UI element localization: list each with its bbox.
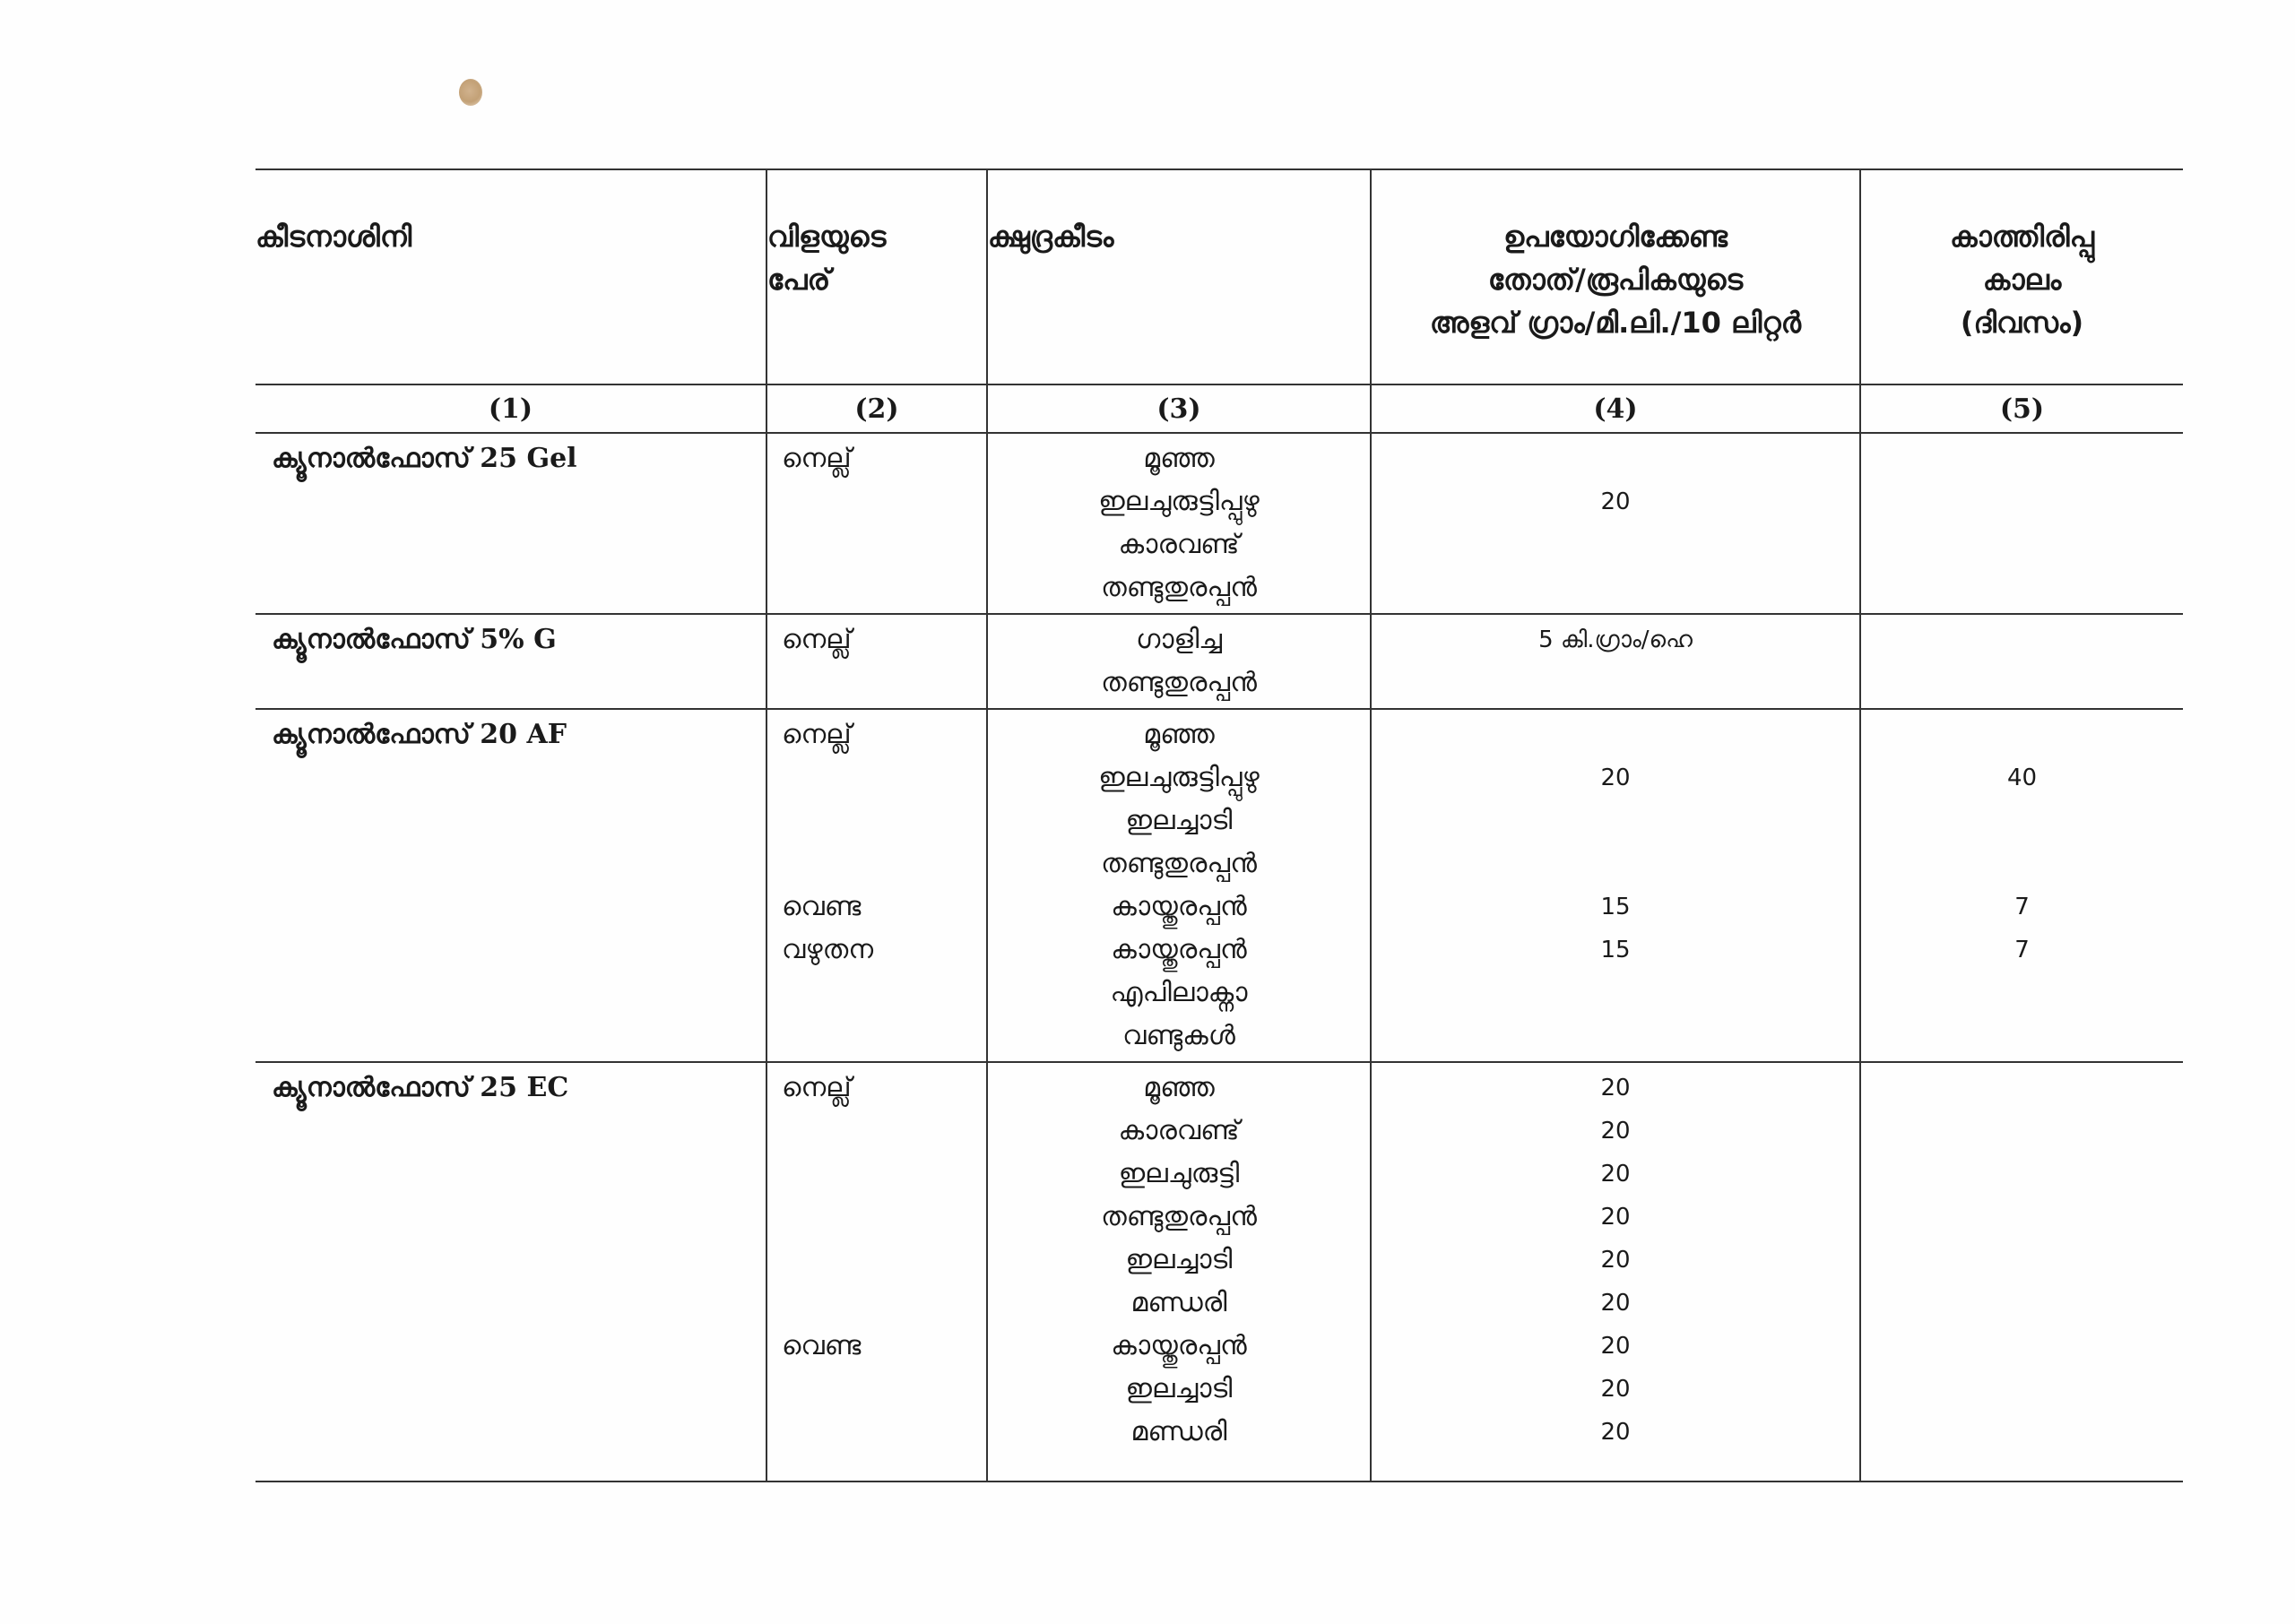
table-row [255, 709, 2183, 1062]
pest-name: എപിലാക്നാ [1110, 977, 1248, 1008]
waiting-period-value [1861, 480, 2183, 523]
crop-name [782, 1196, 986, 1239]
column-number: (3) [987, 384, 1371, 433]
crop-name [782, 523, 986, 566]
waiting-period-value: 7 [2014, 937, 2030, 963]
dose-value: 20 [1600, 1376, 1631, 1403]
waiting-period-value [1861, 1153, 2183, 1196]
pest-name: തണ്ടുതുരപ്പൻ [1101, 848, 1257, 879]
table-row [255, 1062, 2183, 1481]
pest-name: ഇലചുരുട്ടിപ്പുഴു [1098, 762, 1260, 793]
header-row [255, 169, 2183, 384]
insecticide-name: ക്യൂനാൽഫോസ് 5% G [272, 624, 557, 655]
dose-value [1372, 799, 1859, 842]
crop-name [782, 1153, 986, 1196]
pest-name: തണ്ടുതുരപ്പൻ [1101, 667, 1257, 698]
pest-name: കാരവണ്ട് [1118, 1115, 1240, 1146]
waiting-period-value: 7 [2014, 894, 2030, 920]
column-number: (5) [1860, 384, 2183, 433]
crop-cell [766, 433, 987, 614]
pest-name: കായ്തുരപ്പൻ [1111, 891, 1247, 922]
dose-value: 20 [1600, 1419, 1631, 1446]
waiting-period-value [1861, 523, 2183, 566]
dose-value: 15 [1600, 937, 1631, 963]
crop-name [782, 480, 986, 523]
waiting-period-value [1861, 713, 2183, 756]
dose-value: 20 [1600, 1075, 1631, 1101]
pest-cell [987, 1062, 1371, 1481]
pest-cell [987, 709, 1371, 1062]
crop-name [782, 661, 986, 704]
insecticide-name: ക്യൂനാൽഫോസ് 25 Gel [272, 443, 577, 474]
waiting-period-value [1861, 1368, 2183, 1411]
dose-value [1372, 1015, 1859, 1058]
crop-name: വെണ്ട [782, 891, 862, 922]
crop-name [782, 972, 986, 1015]
crop-name [782, 1411, 986, 1454]
table-row [255, 614, 2183, 709]
dose-value: 20 [1600, 764, 1631, 791]
dose-value [1372, 661, 1859, 704]
waiting-period-value [1861, 1015, 2183, 1058]
crop-name: നെല്ല് [782, 624, 852, 655]
crop-name [782, 1239, 986, 1282]
insecticide-name: ക്യൂനാൽഫോസ് 20 AF [272, 719, 567, 750]
pest-name: മണ്ഡരി [1130, 1416, 1227, 1447]
waiting-period-value [1861, 1196, 2183, 1239]
paper-stain [459, 79, 482, 106]
pest-name: തണ്ടുതുരപ്പൻ [1101, 572, 1257, 603]
column-number-row [255, 384, 2183, 433]
dose-value [1372, 566, 1859, 609]
pest-name: മൂഞ്ഞ [1143, 719, 1215, 750]
insecticide-name-cell [255, 614, 766, 709]
pest-name: മണ്ഡരി [1130, 1287, 1227, 1318]
header-crop: വിളയുടെ പേര് [766, 169, 987, 384]
waiting-period-value [1861, 1325, 2183, 1368]
dose-cell [1371, 1062, 1860, 1481]
pest-name: മൂഞ്ഞ [1143, 443, 1215, 474]
dose-value: 5 കി.ഗ്രാം/ഹെ [1538, 626, 1693, 653]
waiting-period-value [1861, 972, 2183, 1015]
waiting-period-value [1861, 566, 2183, 609]
pest-name: ഇലച്ചാടി [1125, 805, 1233, 836]
waiting-period-value [1861, 618, 2183, 661]
crop-name [782, 1368, 986, 1411]
pest-name: ഇലചുരുട്ടി [1118, 1158, 1240, 1189]
waiting-period-cell [1860, 1062, 2183, 1481]
waiting-period-value [1861, 799, 2183, 842]
crop-cell [766, 709, 987, 1062]
pest-name: വണ്ടുകൾ [1122, 1020, 1235, 1051]
waiting-period-value [1861, 1110, 2183, 1153]
pest-name: കാരവണ്ട് [1118, 529, 1240, 560]
dose-value [1372, 437, 1859, 480]
pest-name: കായ്തുരപ്പൻ [1111, 1330, 1247, 1361]
dose-value: 20 [1600, 1118, 1631, 1145]
header-waiting-period: കാത്തിരിപ്പു കാലം (ദിവസം) [1860, 169, 2183, 384]
waiting-period-value [1861, 437, 2183, 480]
pest-name: ഗാളിച്ച [1135, 624, 1223, 655]
pest-name: ഇലചുരുട്ടിപ്പുഴു [1098, 486, 1260, 517]
column-number: (2) [766, 384, 987, 433]
dose-value [1372, 523, 1859, 566]
crop-name: വെണ്ട [782, 1330, 862, 1361]
pest-name: കായ്തുരപ്പൻ [1111, 934, 1247, 965]
crop-name: നെല്ല് [782, 719, 852, 750]
dose-value: 15 [1600, 894, 1631, 920]
dose-value: 20 [1600, 1204, 1631, 1231]
pest-name: തണ്ടുതുരപ്പൻ [1101, 1201, 1257, 1232]
waiting-period-cell [1860, 709, 2183, 1062]
waiting-period-cell [1860, 433, 2183, 614]
dose-value: 20 [1600, 1161, 1631, 1188]
header-dose: ഉപയോഗിക്കേണ്ട തോത്/രൂപികയുടെ അളവ് ഗ്രാം/മി.ലി./10 ലിറ്റർ [1371, 169, 1860, 384]
waiting-period-value [1861, 842, 2183, 885]
crop-name [782, 842, 986, 885]
waiting-period-value [1861, 661, 2183, 704]
pest-name: ഇലച്ചാടി [1125, 1373, 1233, 1404]
waiting-period-cell [1860, 614, 2183, 709]
dose-cell [1371, 433, 1860, 614]
insecticide-name: ക്യൂനാൽഫോസ് 25 EC [272, 1072, 569, 1103]
insecticide-table [255, 168, 2183, 1482]
dose-value [1372, 842, 1859, 885]
crop-name [782, 1282, 986, 1325]
dose-value [1372, 972, 1859, 1015]
crop-name [782, 799, 986, 842]
waiting-period-value [1861, 1282, 2183, 1325]
pest-cell [987, 614, 1371, 709]
table-body [255, 433, 2183, 1481]
crop-name: നെല്ല് [782, 1072, 852, 1103]
dose-value: 20 [1600, 1247, 1631, 1274]
column-number: (4) [1371, 384, 1860, 433]
column-number: (1) [255, 384, 766, 433]
crop-name: നെല്ല് [782, 443, 852, 474]
insecticide-name-cell [255, 709, 766, 1062]
table-row [255, 433, 2183, 614]
crop-name [782, 1110, 986, 1153]
dose-value: 20 [1600, 1333, 1631, 1360]
pest-name: ഇലച്ചാടി [1125, 1244, 1233, 1275]
crop-name: വഴുതന [782, 934, 874, 965]
header-insecticide: കീടനാശിനി [255, 169, 766, 384]
insecticide-name-cell [255, 1062, 766, 1481]
dose-value: 20 [1600, 488, 1631, 515]
dose-cell [1371, 614, 1860, 709]
pest-name: മൂഞ്ഞ [1143, 1072, 1215, 1103]
dose-value: 20 [1600, 1290, 1631, 1317]
pest-cell [987, 433, 1371, 614]
crop-name [782, 566, 986, 609]
waiting-period-value: 40 [2006, 764, 2038, 791]
waiting-period-value [1861, 1411, 2183, 1454]
dose-value [1372, 713, 1859, 756]
crop-cell [766, 614, 987, 709]
dose-cell [1371, 709, 1860, 1062]
waiting-period-value [1861, 1239, 2183, 1282]
insecticide-name-cell [255, 433, 766, 614]
waiting-period-value [1861, 1067, 2183, 1110]
header-pest: ക്ഷുദ്രകീടം [987, 169, 1371, 384]
crop-cell [766, 1062, 987, 1481]
crop-name [782, 1015, 986, 1058]
crop-name [782, 756, 986, 799]
